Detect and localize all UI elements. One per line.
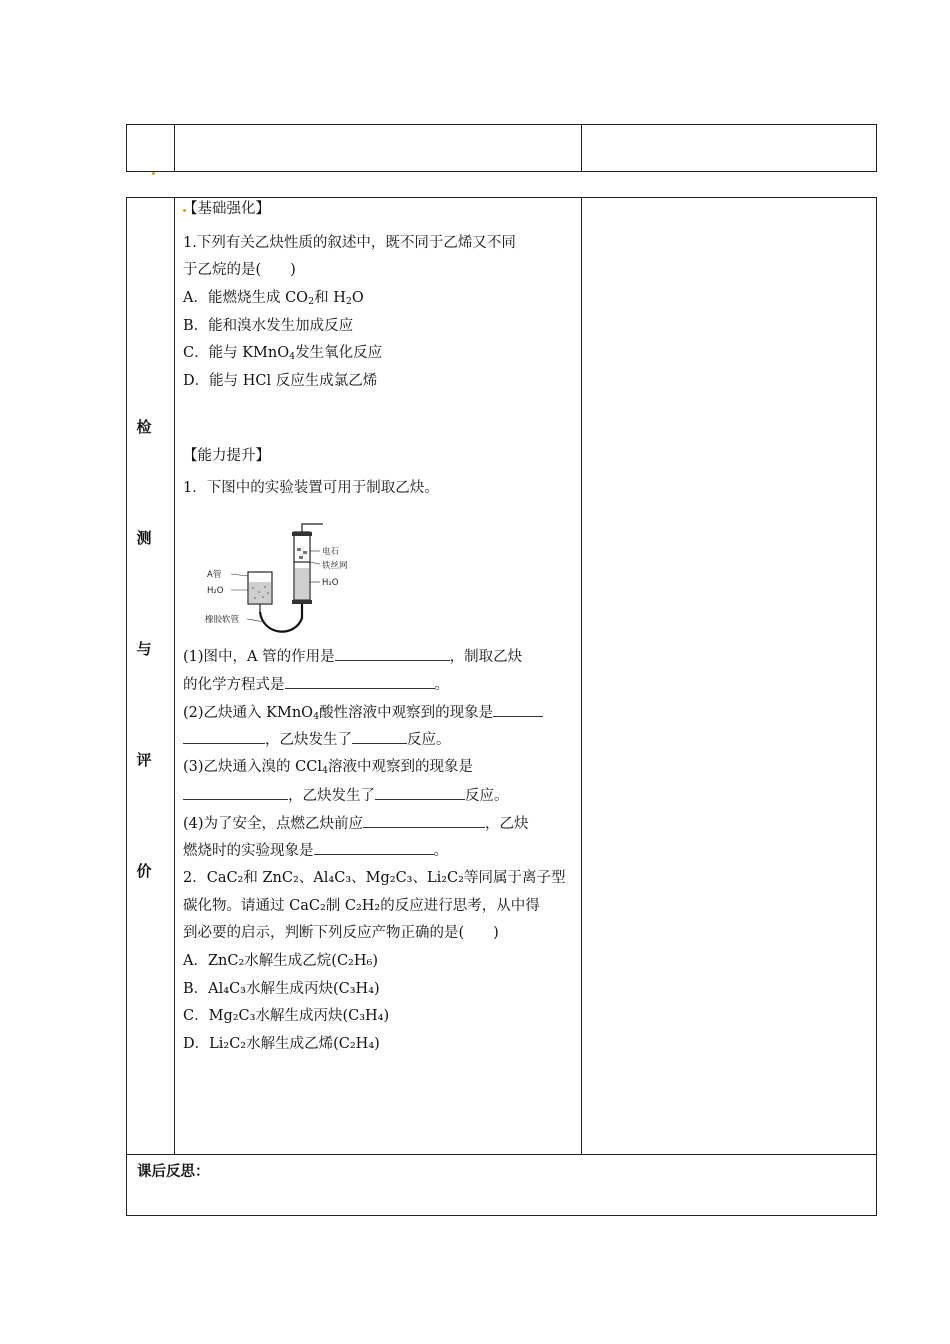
ability-q2-option-a: A．ZnC₂水解生成乙烷(C₂H₆) [183,953,378,969]
leader-line [310,562,320,564]
ability-q1-part4-line1 [183,813,529,834]
answer-blank[interactable] [285,674,435,689]
option-c-text: 发生氧化反应 [295,345,383,361]
answer-blank[interactable] [335,646,450,661]
label-tube-a: A管 [207,570,222,580]
acetylene-apparatus-diagram [205,518,365,640]
ability-q1-part1-line1 [183,646,522,667]
part2-text: 反应。 [407,732,451,748]
ability-q2-option-b: B．Al₄C₃水解生成丙炔(C₃H₄) [183,981,380,997]
after-class-reflection-label: 课后反思： [137,1164,210,1180]
leader-line [231,574,248,576]
top-table [126,124,877,172]
answer-blank[interactable] [363,813,485,828]
subscript: 2 [308,296,315,307]
part1-text: 。 [434,677,449,693]
answer-blank[interactable] [314,840,434,855]
part4-text: 。 [433,843,448,859]
label-h2o-right: H₂O [322,578,339,588]
side-label-char-3: 与 [136,640,152,658]
subscript: 4 [313,711,320,722]
basic-heading: 【基础强化】 [183,201,270,217]
ability-q2-option-d: D．Li₂C₂水解生成乙烯(C₂H₄) [183,1036,380,1052]
tube-stopper-bottom [292,600,312,604]
ability-q1-part1-line2 [183,674,449,695]
option-a-text: O [351,290,364,306]
top-table-divider-1 [174,124,175,172]
part2-text: ，乙炔发生了 [265,732,352,748]
ability-q2-stem-line1: 2．CaC₂和 ZnC₂、Al₄C₃、Mg₂C₃、Li₂C₂等同属于离子型 [183,870,566,886]
part3-text: 反应。 [465,788,509,804]
part1-text: ，制取乙炔 [449,649,523,665]
part4-text: ，乙炔 [485,816,529,832]
ability-q1-part4-line2 [183,840,448,861]
reaction-tube-water [295,568,309,599]
answer-blank[interactable] [183,785,288,800]
part3-text: ，乙炔发生了 [288,788,375,804]
main-table-divider-1 [174,197,175,1154]
basic-q1-option-c [183,343,382,363]
side-label-char-4: 评 [136,751,152,769]
tube-stopper-top [292,532,312,536]
ability-q1-stem: 1．下图中的实验装置可用于制取乙炔。 [183,480,439,496]
part1-text: 的化学方程式是 [183,677,285,693]
rubber-hose [260,604,302,632]
top-table-divider-2 [581,124,582,172]
main-table-divider-2 [581,197,582,1154]
ability-q1-part2-line1 [183,702,543,723]
part4-text: (4)为了安全，点燃乙炔前应 [183,816,364,832]
ability-q1-part3-line2 [183,785,509,806]
ability-q2-stem-line3: 到必要的启示，判断下列反应产物正确的是( ) [183,925,499,941]
option-a-text: A．能燃烧生成 CO [183,290,309,306]
side-label-char-5: 价 [136,862,152,880]
label-carbide: 电石 [322,547,340,557]
ability-q2-stem-line2: 碳化物。请通过 CaC₂制 C₂H₂的反应进行思考，从中得 [183,898,540,914]
ability-q2-option-c: C．Mg₂C₃水解生成丙炔(C₃H₄) [183,1008,390,1024]
reflection-row-border [126,1154,877,1155]
side-label-char-2: 测 [136,529,152,547]
gas-outlet [302,524,323,532]
part3-text: 溶液中观察到的现象是 [328,759,474,775]
label-rubber-tube: 橡胶软管 [205,615,240,625]
ability-q1-part3-line1 [183,757,473,777]
subscript: 4 [289,351,296,362]
basic-q1-option-b: B．能和溴水发生加成反应 [183,318,354,334]
part3-text: (3)乙炔通入溴的 CCl [183,759,322,775]
subscript: 4 [321,765,329,776]
label-wire-mesh: 铁丝网 [322,561,348,571]
side-label-char-1: 检 [136,418,152,436]
basic-q1-option-a [183,288,364,308]
basic-q1-option-d: D．能与 HCl 反应生成氯乙烯 [183,373,378,389]
answer-blank[interactable] [352,729,407,744]
part4-text: 燃烧时的实验现象是 [183,843,314,859]
part1-text: (1)图中，A 管的作用是 [183,649,335,665]
basic-q1-stem-line2: 于乙烷的是( ) [183,262,296,278]
mark-dot [152,172,155,175]
ability-q1-part2-line2 [183,729,451,750]
option-a-text: 和 H [314,290,346,306]
answer-blank[interactable] [375,785,465,800]
part2-text: (2)乙炔通入 KMnO [183,705,314,721]
subscript: 2 [345,296,352,307]
ability-heading: 【能力提升】 [183,448,270,464]
carbide-pieces [297,548,307,559]
answer-blank[interactable] [493,702,543,717]
answer-blank[interactable] [183,729,265,744]
label-h2o-left: H₂O [207,586,224,596]
option-c-text: C．能与 KMnO [183,345,290,361]
basic-q1-stem-line1: 1.下列有关乙炔性质的叙述中，既不同于乙烯又不同 [183,235,516,251]
part2-text: 酸性溶液中观察到的现象是 [319,705,494,721]
